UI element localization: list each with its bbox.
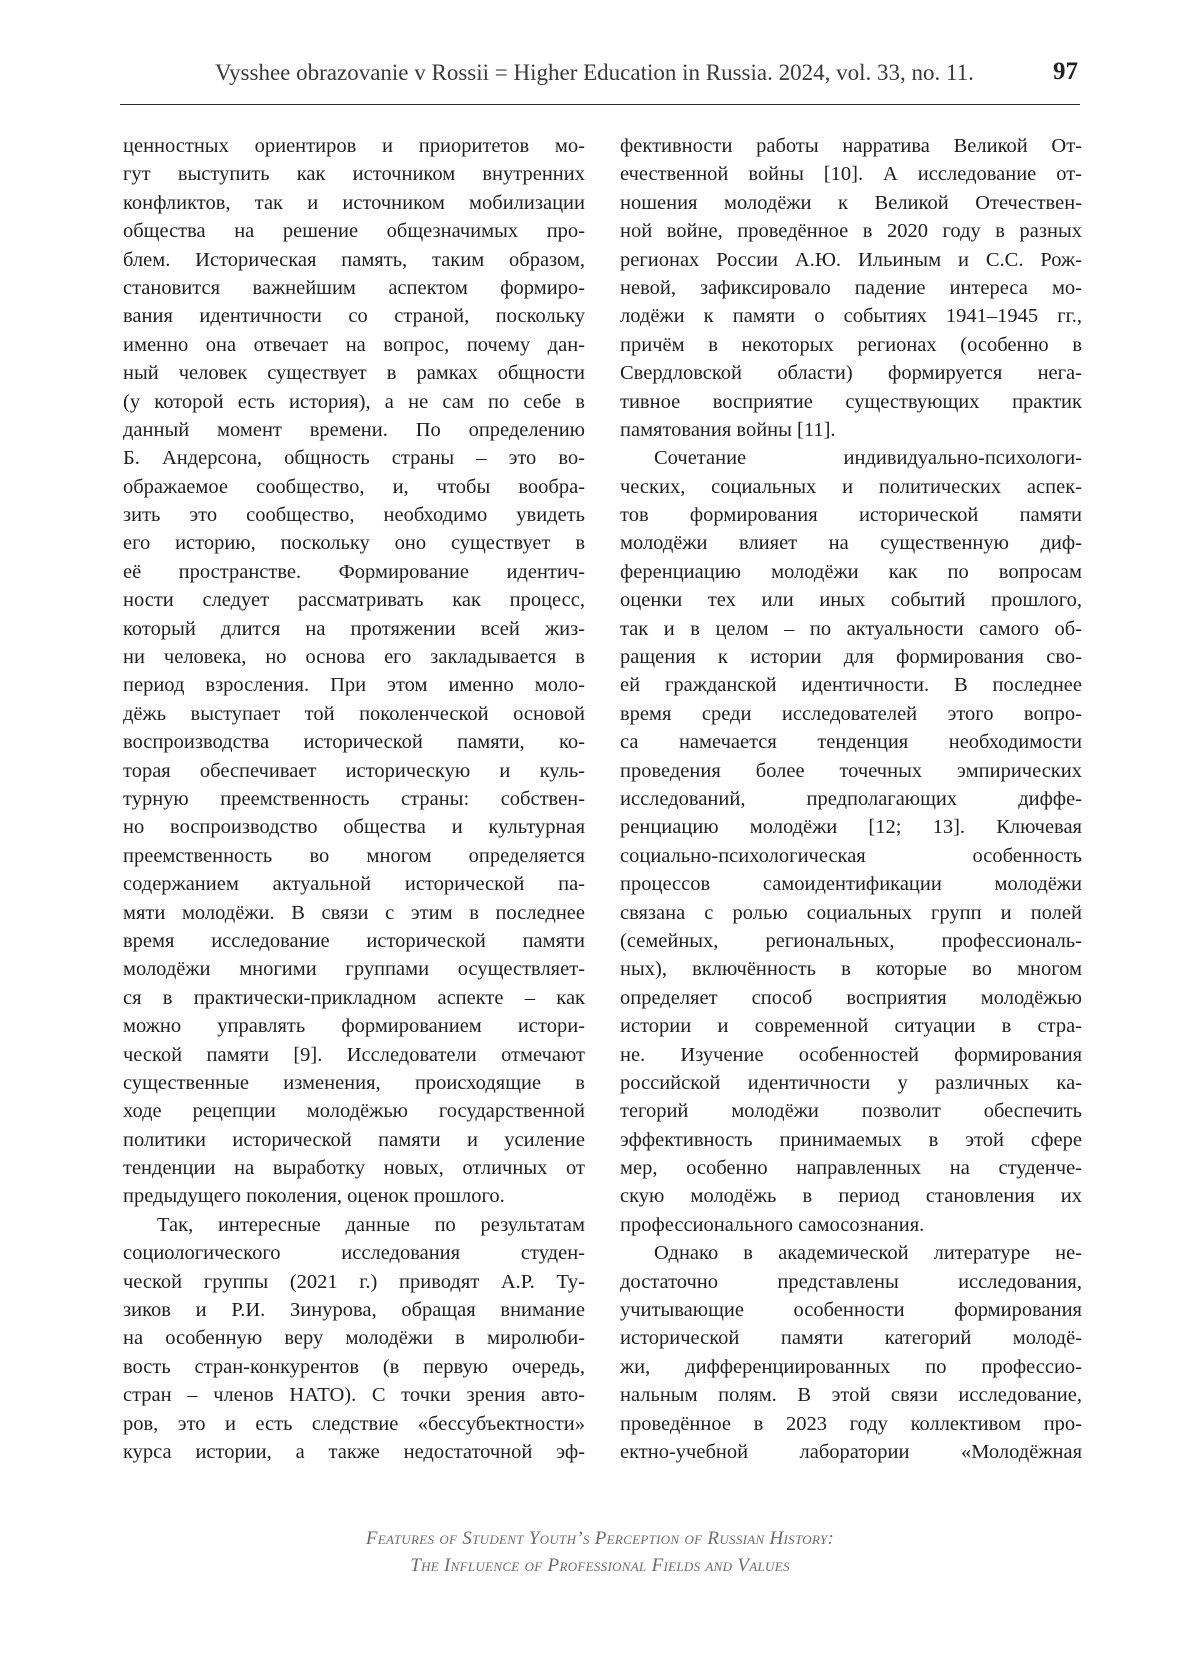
text-line: время среди исследователей этого вопро- xyxy=(620,702,1082,725)
text-line: ческой памяти [9]. Исследователи отмечают xyxy=(123,1043,585,1066)
text-line: ращения к истории для формирования сво- xyxy=(620,646,1082,669)
text-line: тов формирования исторической памяти xyxy=(620,504,1082,527)
text-line: зиков и Р.И. Зинурова, обращая внимание xyxy=(123,1299,585,1322)
text-line: можно управлять формированием истори- xyxy=(123,1015,585,1038)
text-line: ей гражданской идентичности. В последнее xyxy=(620,674,1082,697)
text-line: процессов самоидентификации молодёжи xyxy=(620,873,1082,896)
text-line: лодёжи к памяти о событиях 1941–1945 гг., xyxy=(620,305,1082,328)
text-line: связана с ролью социальных групп и полей xyxy=(620,901,1082,924)
text-line: Так, интересные данные по результатам xyxy=(157,1213,585,1236)
text-line: на особенную веру молодёжи в миролюби- xyxy=(123,1327,585,1350)
text-line: конфликтов, так и источником мобилизации xyxy=(123,191,585,214)
text-line: Свердловской области) формируется нега- xyxy=(620,362,1082,385)
text-line: ческих, социальных и политических аспек- xyxy=(620,475,1082,498)
page-number: 97 xyxy=(1053,58,1078,85)
text-line: тенденции на выработку новых, отличных от xyxy=(123,1157,585,1180)
text-line: достаточно представлены исследования, xyxy=(620,1270,1082,1293)
text-line: данный момент времени. По определению xyxy=(123,418,585,441)
text-line: период взросления. При этом именно моло- xyxy=(123,674,585,697)
text-line: Однако в академической литературе не- xyxy=(654,1242,1082,1265)
text-line: ренциацию молодёжи [12; 13]. Ключевая xyxy=(620,816,1082,839)
text-line: эффективность принимаемых в этой сфере xyxy=(620,1128,1082,1151)
text-line: преемственность во многом определяется xyxy=(123,844,585,867)
text-line: ходе рецепции молодёжью государственной xyxy=(123,1100,585,1123)
text-line: истории и современной ситуации в стра- xyxy=(620,1015,1082,1038)
text-line: гут выступить как источником внутренних xyxy=(123,163,585,186)
text-line: время исследование исторической памяти xyxy=(123,929,585,952)
text-line: социально-психологическая особенность xyxy=(620,844,1082,867)
text-line: регионах России А.Ю. Ильиным и С.С. Рож- xyxy=(620,248,1082,271)
text-line: невой, зафиксировало падение интереса мо- xyxy=(620,276,1082,299)
text-line: ся в практически-прикладном аспекте – как xyxy=(123,986,585,1009)
text-line: ображаемое сообщество, и, чтобы вообра- xyxy=(123,475,585,498)
text-line: оценки тех или иных событий прошлого, xyxy=(620,589,1082,612)
text-line: профессионального самосознания. xyxy=(620,1213,925,1236)
text-line: ференциацию молодёжи как по вопросам xyxy=(620,560,1082,583)
text-line: тивное восприятие существующих практик xyxy=(620,390,1082,413)
text-line: ношения молодёжи к Великой Отечествен- xyxy=(620,191,1082,214)
text-line: жи, дифференциированных по профессио- xyxy=(620,1355,1082,1378)
text-line: её пространстве. Формирование идентич- xyxy=(123,560,585,583)
text-line: так и в целом – по актуальности самого об- xyxy=(620,617,1082,640)
text-line: скую молодёжь в период становления их xyxy=(620,1185,1082,1208)
text-line: нальным полям. В этой связи исследование, xyxy=(620,1384,1082,1407)
text-line: торая обеспечивает историческую и куль- xyxy=(123,759,585,782)
footer-title-line-1: Features of Student Youth’s Perception of Russian History: xyxy=(365,1528,835,1549)
text-line: тегорий молодёжи позволит обеспечить xyxy=(620,1100,1082,1123)
text-line: ценностных ориентиров и приоритетов мо- xyxy=(123,135,585,157)
text-line: (семейных, региональных, профессиональ- xyxy=(620,929,1082,952)
text-line: предыдущего поколения, оценок прошлого. xyxy=(123,1185,505,1208)
text-line: ечественной войны [10]. А исследование от- xyxy=(620,163,1082,186)
text-line: ных), включённость в которые во многом xyxy=(620,958,1082,981)
text-line: учитывающие особенности формирования xyxy=(620,1299,1082,1322)
text-line: становится важнейшим аспектом формиро- xyxy=(123,276,585,299)
text-line: но воспроизводство общества и культурная xyxy=(123,816,585,839)
text-line: памятования войны [11]. xyxy=(620,418,836,441)
text-line: Б. Андерсона, общность страны – это во- xyxy=(123,447,585,470)
text-line: проведённое в 2023 году коллективом про- xyxy=(620,1412,1082,1435)
text-line: мер, особенно направленных на студенче- xyxy=(620,1157,1082,1180)
text-line: ров, это и есть следствие «бессубъектности» xyxy=(123,1412,585,1435)
text-line: воспроизводства исторической памяти, ко- xyxy=(123,731,585,754)
text-line: политики исторической памяти и усиление xyxy=(123,1128,585,1151)
right-text-column xyxy=(620,132,1082,1466)
text-line: мяти молодёжи. В связи с этим в последнее xyxy=(123,901,585,924)
text-line: общества на решение общезначимых про- xyxy=(123,220,585,243)
text-line: причём в некоторых регионах (особенно в xyxy=(620,333,1082,356)
text-line: (у которой есть история), а не сам по себе в xyxy=(123,390,585,413)
text-line: молодёжи влияет на существенную диф- xyxy=(620,532,1082,555)
text-line: именно она отвечает на вопрос, почему дан- xyxy=(123,333,585,356)
text-line: ной войне, проведённое в 2020 году в разных xyxy=(620,220,1082,243)
text-line: са намечается тенденция необходимости xyxy=(620,731,1082,754)
article-title-footer xyxy=(120,1525,1080,1579)
text-line: не. Изучение особенностей формирования xyxy=(620,1043,1082,1066)
text-line: вания идентичности со страной, поскольку xyxy=(123,305,585,328)
text-line: Сочетание индивидуально-психологи- xyxy=(654,447,1082,470)
text-line: ности следует рассматривать как процесс, xyxy=(123,589,585,612)
text-line: который длится на протяжении всей жиз- xyxy=(123,617,585,640)
text-line: блем. Историческая память, таким образом, xyxy=(123,248,585,271)
text-line: существенные изменения, происходящие в xyxy=(123,1071,585,1094)
text-line: дёжь выступает той поколенческой основой xyxy=(123,702,585,725)
text-line: ный человек существует в рамках общности xyxy=(123,362,585,385)
footer-title-line-2: The Influence of Professional Fields and Values xyxy=(410,1555,790,1576)
running-header xyxy=(120,58,1080,105)
text-line: фективности работы нарратива Великой От- xyxy=(620,135,1082,157)
text-line: молодёжи многими группами осуществляет- xyxy=(123,958,585,981)
text-line: социологического исследования студен- xyxy=(123,1242,585,1265)
text-line: зить это сообщество, необходимо увидеть xyxy=(123,504,585,527)
journal-citation: Vysshee obrazovanie v Rossii = Higher Education in Russia. 2024, vol. 33, no. 11. xyxy=(215,60,974,85)
text-line: его историю, поскольку оно существует в xyxy=(123,532,585,555)
text-line: ческой группы (2021 г.) приводят А.Р. Ту- xyxy=(123,1270,585,1293)
text-line: ни человека, но основа его закладывается в xyxy=(123,646,585,669)
text-line: определяет способ восприятия молодёжью xyxy=(620,986,1082,1009)
left-text-column xyxy=(123,132,585,1466)
text-line: курса истории, а также недостаточной эф- xyxy=(123,1440,585,1463)
text-line: проведения более точечных эмпирических xyxy=(620,759,1082,782)
text-line: ектно-учебной лаборатории «Молодёжная xyxy=(620,1440,1082,1463)
text-line: содержанием актуальной исторической па- xyxy=(123,873,585,896)
text-line: турную преемственность страны: собствен- xyxy=(123,787,585,810)
text-line: российской идентичности у различных ка- xyxy=(620,1071,1082,1094)
text-line: исторической памяти категорий молодё- xyxy=(620,1327,1082,1350)
text-line: вость стран-конкурентов (в первую очередь, xyxy=(123,1355,585,1378)
text-line: исследований, предполагающих диффе- xyxy=(620,787,1082,810)
text-line: стран – членов НАТО). С точки зрения авто- xyxy=(123,1384,585,1407)
